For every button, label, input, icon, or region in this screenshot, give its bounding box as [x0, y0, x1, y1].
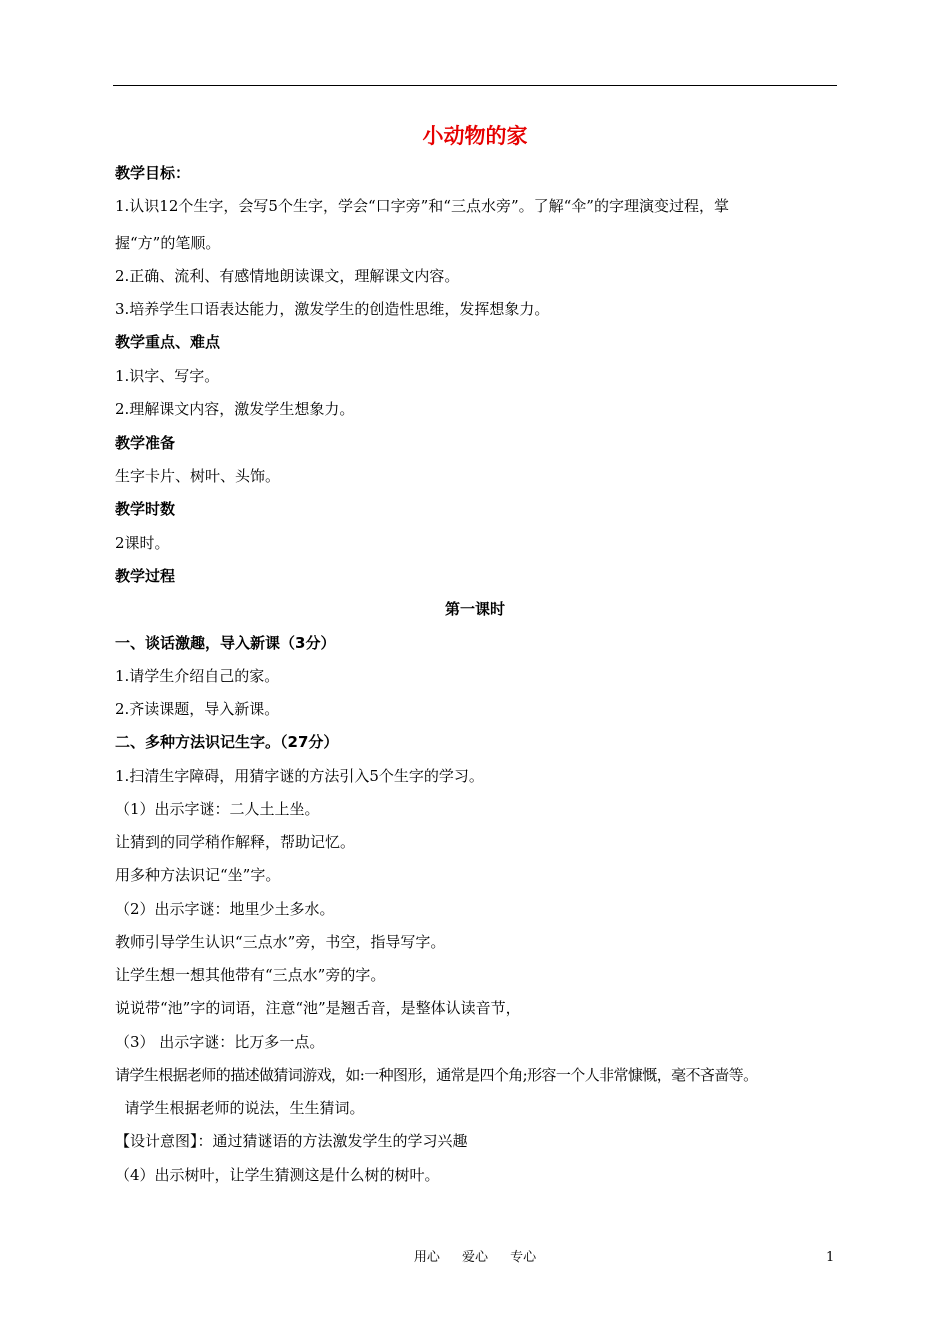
- lesson-title: 第一课时: [444, 600, 505, 618]
- page-number: 1: [826, 1250, 835, 1265]
- section-2-line: 请学生根据老师的描述做猜词游戏，如:一种图形，通常是四个角;形容一个人非常慷慨，毫不吝啬等。: [115, 1066, 758, 1084]
- section-2-line: （4）出示树叶，让学生猜测这是什么树的树叶。: [115, 1166, 440, 1184]
- section-1-item-2: 2.齐读课题，导入新课。: [115, 700, 280, 718]
- key-point-1: 1.识字、写字。: [115, 367, 220, 385]
- section-2-line: 说说带“池”字的词语，注意“池”是翘舌音，是整体认读音节，: [115, 999, 521, 1017]
- section-2-line: 教师引导学生认识“三点水”旁，书空，指导写字。: [115, 933, 446, 951]
- header-rule: [113, 85, 837, 86]
- objectives-heading: 教学目标：: [115, 164, 191, 182]
- section-2-heading: 二、多种方法识记生字。（27分）: [115, 733, 339, 751]
- objective-1-line-1: 1.认识12个生字，会写5个生字，学会“口字旁”和“三点水旁”。了解“伞”的字理演变过程，掌: [115, 197, 729, 215]
- footer-word: 爱心: [461, 1250, 488, 1265]
- section-2-line: 用多种方法识记“坐”字。: [115, 866, 281, 884]
- section-1-heading: 一、谈话激趣，导入新课（3分）: [115, 634, 336, 652]
- key-point-2: 2.理解课文内容，激发学生想象力。: [115, 400, 355, 418]
- process-heading: 教学过程: [115, 567, 176, 585]
- section-2-line: 请学生根据老师的说法，生生猜词。: [115, 1099, 365, 1117]
- objective-2: 2.正确、流利、有感情地朗读课文，理解课文内容。: [115, 267, 460, 285]
- section-2-line: （1）出示字谜：二人土上坐。: [115, 800, 320, 818]
- objective-3: 3.培养学生口语表达能力，激发学生的创造性思维，发挥想象力。: [115, 300, 550, 318]
- design-intent: 【设计意图】：通过猜谜语的方法激发学生的学习兴趣: [115, 1132, 468, 1150]
- preparation-heading: 教学准备: [115, 434, 176, 452]
- document-title: 小动物的家: [422, 124, 528, 148]
- footer-word: 用心: [413, 1250, 440, 1265]
- section-2-line: 让学生想一想其他带有“三点水”旁的字。: [115, 966, 386, 984]
- section-2-line: （2）出示字谜：地里少土多水。: [115, 900, 335, 918]
- page-footer: [0, 1249, 950, 1267]
- hours-heading: 教学时数: [115, 500, 176, 518]
- section-1-item-1: 1.请学生介绍自己的家。: [115, 667, 280, 685]
- key-points-heading: 教学重点、难点: [115, 333, 221, 351]
- objective-1-line-2: 握“方”的笔顺。: [115, 234, 221, 252]
- preparation-text: 生字卡片、树叶、头饰。: [115, 467, 281, 485]
- section-2-line: 1.扫清生字障碍，用猜字谜的方法引入5个生字的学习。: [115, 767, 484, 785]
- footer-word: 专心: [510, 1250, 537, 1265]
- section-2-line: （3） 出示字谜：比万多一点。: [115, 1033, 325, 1051]
- hours-text: 2课时。: [115, 534, 170, 552]
- section-2-line: 让猜到的同学稍作解释，帮助记忆。: [115, 833, 356, 851]
